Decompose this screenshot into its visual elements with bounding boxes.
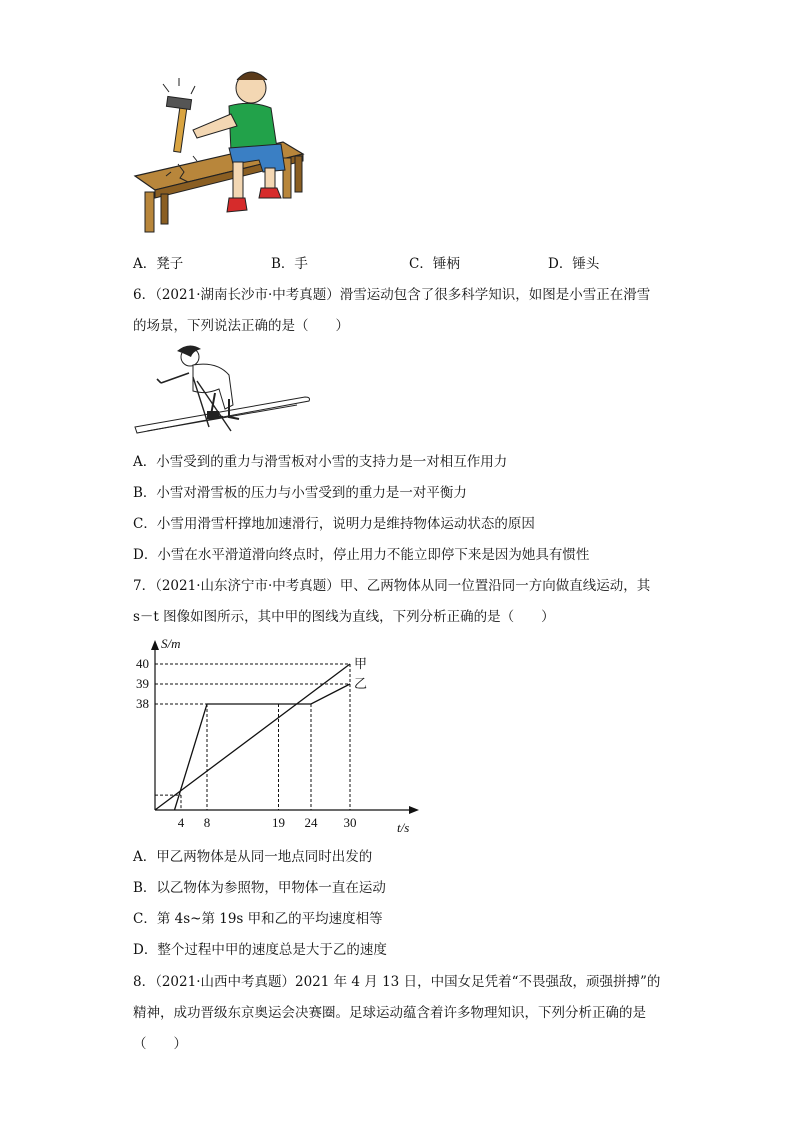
y-axis-label: S/m <box>161 636 181 651</box>
y-tick-label: 39 <box>136 676 149 691</box>
q5-option-a: A．凳子 <box>133 256 184 272</box>
x-tick-label: 4 <box>177 815 185 830</box>
series-label-yi: 乙 <box>354 677 368 692</box>
series-label-jia: 甲 <box>354 657 368 672</box>
q6-option-c: C．小雪用滑雪杆撑地加速滑行，说明力是维持物体运动状态的原因 <box>133 516 535 532</box>
y-tick-label: 38 <box>136 696 149 711</box>
q7-option-d: D．整个过程中甲的速度总是大于乙的速度 <box>133 942 387 958</box>
q6-option-b: B．小雪对滑雪板的压力与小雪受到的重力是一对平衡力 <box>133 485 467 501</box>
x-axis-arrow <box>409 806 419 814</box>
q5-option-c: C．锤柄 <box>409 256 460 272</box>
q5-option-b: B．手 <box>271 256 308 272</box>
skier-illustration <box>133 343 313 443</box>
q5-option-d: D．锤头 <box>548 256 600 272</box>
q7-option-a: A．甲乙两物体是从同一地点同时出发的 <box>133 849 373 865</box>
q7-option-c: C．第 4s~第 19s 甲和乙的平均速度相等 <box>133 911 383 927</box>
y-axis-arrow <box>151 640 159 650</box>
x-tick-label: 24 <box>304 815 318 830</box>
q7-stem-line2: s－t 图像如图所示，其中甲的图线为直线，下列分析正确的是（ ） <box>133 609 555 625</box>
q8-stem-line3: （ ） <box>133 1036 187 1052</box>
y-tick-label: 40 <box>136 656 149 671</box>
x-axis-label: t/s <box>397 820 410 835</box>
x-tick-label: 30 <box>343 815 357 830</box>
q8-stem-line2: 精神，成功晋级东京奥运会决赛圈。足球运动蕴含着许多物理知识，下列分析正确的是 <box>133 1005 646 1021</box>
q8-stem-line1: 8．（2021·山西中考真题）2021 年 4 月 13 日，中国女足凭着“不畏强敌，顽强拼搏”的 <box>133 974 661 990</box>
q6-option-d: D．小雪在水平滑道滑向终点时，停止用力不能立即停下来是因为她具有惯性 <box>133 547 590 563</box>
series-line-yi <box>175 684 351 810</box>
q7-stem-line1: 7．（2021·山东济宁市·中考真题）甲、乙两物体从同一位置沿同一方向做直线运动，其 <box>133 578 651 594</box>
s-t-chart <box>125 630 435 840</box>
q6-option-a: A．小雪受到的重力与滑雪板对小雪的支持力是一对相互作用力 <box>133 454 508 470</box>
x-tick-label: 8 <box>203 815 211 830</box>
q6-stem-line2: 的场景，下列说法正确的是（ ） <box>133 318 349 334</box>
hammer-bench-illustration <box>133 64 308 234</box>
q7-option-b: B．以乙物体为参照物，甲物体一直在运动 <box>133 880 386 896</box>
q6-stem-line1: 6．（2021·湖南长沙市·中考真题）滑雪运动包含了很多科学知识，如图是小雪正在滑雪 <box>133 287 651 303</box>
series-line-jia <box>155 664 350 810</box>
x-tick-label: 19 <box>272 815 285 830</box>
